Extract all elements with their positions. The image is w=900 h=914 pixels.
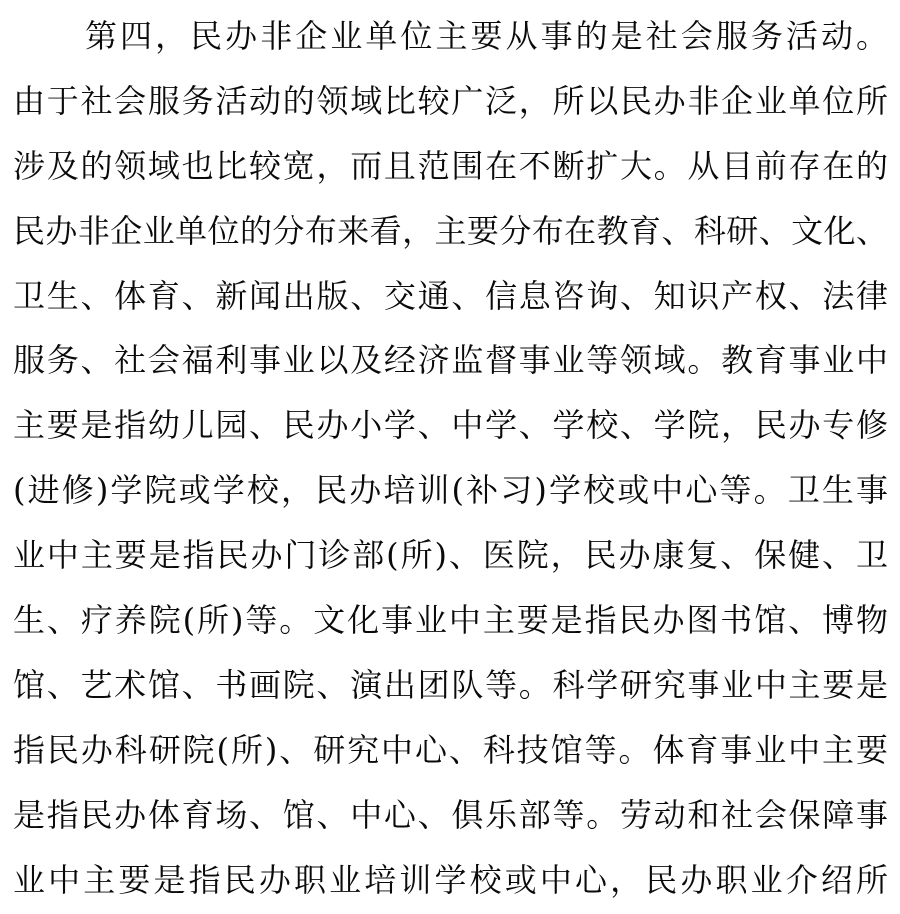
text-line-12: 指民办科研院(所)、研究中心、科技馆等。体育事业中主要 xyxy=(13,730,888,769)
text-line-4: 民办非企业单位的分布来看，主要分布在教育、科研、文化、 xyxy=(13,211,888,250)
text-line-5: 卫生、体育、新闻出版、交通、信息咨询、知识产权、法律 xyxy=(13,276,888,315)
text-line-14: 业中主要是指民办职业培训学校或中心，民办职业介绍所 xyxy=(13,860,888,899)
text-line-6: 服务、社会福利事业以及经济监督事业等领域。教育事业中 xyxy=(13,341,888,380)
text-line-9: 业中主要是指民办门诊部(所)、医院，民办康复、保健、卫 xyxy=(13,536,888,575)
text-line-11: 馆、艺术馆、书画院、演出团队等。科学研究事业中主要是 xyxy=(13,665,888,704)
text-line-3: 涉及的领域也比较宽，而且范围在不断扩大。从目前存在的 xyxy=(13,146,888,185)
text-line-10: 生、疗养院(所)等。文化事业中主要是指民办图书馆、博物 xyxy=(13,601,888,640)
text-line-13: 是指民办体育场、馆、中心、俱乐部等。劳动和社会保障事 xyxy=(13,795,888,834)
text-line-8: (进修)学院或学校，民办培训(补习)学校或中心等。卫生事 xyxy=(13,471,888,510)
text-line-2: 由于社会服务活动的领域比较广泛，所以民办非企业单位所 xyxy=(13,81,888,120)
text-line-7: 主要是指幼儿园、民办小学、中学、学校、学院，民办专修 xyxy=(13,406,888,445)
text-line-1: 第四，民办非企业单位主要从事的是社会服务活动。 xyxy=(85,17,888,55)
